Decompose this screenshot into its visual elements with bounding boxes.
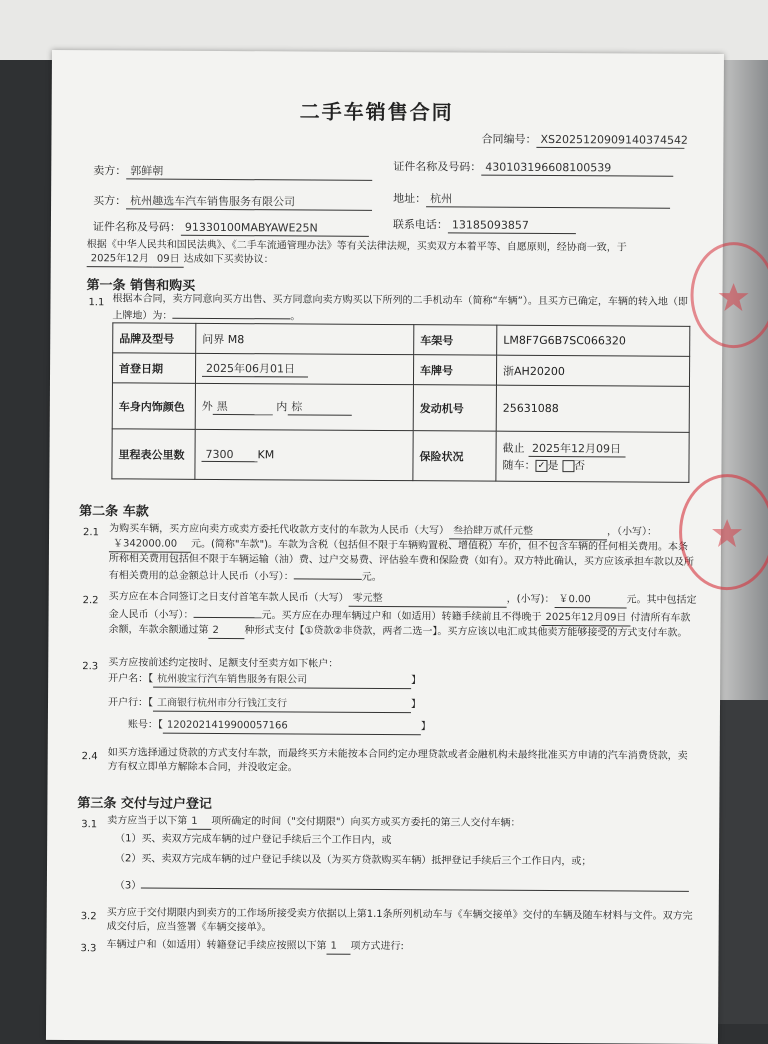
page-title: 二手车销售合同 [299,99,454,125]
article-3-heading: 第三条 交付与过户登记 [77,796,212,812]
delivery-option-3 [115,876,689,897]
first-reg-value: 2025年06月01日 [202,360,308,378]
contract-number [481,132,689,149]
deposit-amount: ￥0.00 [554,593,626,608]
phone-label: 联系电话： [392,218,448,232]
clause-2-2-number: 2.2 [82,595,99,607]
clause-2-1-text-d: 元。 [361,571,382,583]
clause-3-2-text: 买方应于交付期限内到卖方的工作场所接受卖方依据以上第1.1条所列机动车与《车辆交接单》交付的车辆及随车材料与文件。双方完成交付后，应当签署《车辆交接单》。 [106,907,693,934]
intro-paragraph [87,238,693,271]
yes-checkbox[interactable]: ✓ [535,460,547,472]
id-row [393,160,673,177]
payment-method: 2 [208,624,244,639]
plate-label: 车牌号 [413,355,496,386]
first-reg-cell [195,353,413,384]
clause-2-2-text-f: 种形式支付【①贷款②非贷款，两者二选一】。买方应该以电汇或其他卖方能够接受的方式支付车款。 [244,625,688,639]
clause-2-2-text-b: ，(小写)： [506,593,555,606]
clause-2-2-text-d: 元。买方应在办理车辆过户和（如适用）转籍手续前且不得晚于 [261,610,542,623]
article-2-heading: 第二条 车款 [79,504,149,520]
clause-3-1-text-b: 项所确定的时间（"交付期限"）向买方或买方委托的第三人交付车辆： [211,815,521,829]
contract-page [46,50,724,1044]
bank-label: 开户行：【 [107,697,154,709]
yes-label: 是 [547,458,559,473]
vehicle-table [111,322,690,483]
bracket-close: 】 [420,721,431,733]
engine-label: 发动机号 [413,385,496,432]
deposit-in-words: 零元整 [349,592,507,608]
delivery-option-3-label: （3） [114,880,142,892]
buyer-id-value: 91330100MABYAWE25N [181,221,369,237]
insurance-date: 2025年12月09日 [528,440,625,458]
bank-value: 工商银行杭州市分行钱江支行 [153,697,411,714]
clause-1-1-text: 根据本合同，卖方同意向买方出售、买方同意向卖方购买以下所列的二手机动车（简称“车辆”）。且买方已确定，车辆的转入地（即上牌地）为： [112,293,688,322]
delivery-option: 1 [187,815,211,830]
table-row [112,383,689,433]
clause-3-3-text-b: 项方式进行: [350,940,404,953]
color-outer-value: 黑 [213,398,273,415]
clause-2-2 [108,590,696,642]
account-name-row [108,672,421,689]
clause-1-1-end: 。 [290,311,301,323]
company-seal-bottom [679,474,768,591]
plate-value: 浙AH20200 [496,355,689,386]
clause-2-1-number: 2.1 [83,527,99,539]
intro-text: 根据《中华人民共和国民法典》、《二手车流通管理办法》等有关法律法规，买卖双方本着平等、自愿原则，经协商一致，于 [86,239,627,254]
buyer-value: 杭州趣选车汽车销售服务有限公司 [126,194,372,211]
delivery-option-2: （2）买、卖双方完成车辆的过户登记手续以及（为买方贷款购买车辆）抵押登记手续后三个工作日内，或； [115,853,592,868]
bracket-close: 】 [411,675,422,687]
seal-star-icon [682,477,768,588]
clause-3-3-number: 3.3 [80,943,97,955]
color-outer-prefix: 外 [201,399,213,413]
clause-2-4-number: 2.4 [81,751,98,763]
address-label: 地址： [393,192,427,206]
clause-2-1 [109,522,697,587]
clause-3-1 [107,814,695,833]
vin-value: LM8F7G6B7SC066320 [497,325,690,356]
mileage-unit: KM [257,447,275,461]
account-number-value: 1202021419900057166 [163,719,421,736]
clause-1-1 [112,292,694,327]
intro-text-end: 达成如下买卖协议： [183,253,274,266]
article-1-heading: 第一条 销售和购买 [86,278,196,294]
desk-background-dark [712,700,768,1024]
mileage-label: 里程表公里数 [112,429,195,480]
clause-3-1-number: 3.1 [81,819,98,831]
mileage-cell [195,429,413,480]
color-label: 车身内饰颜色 [112,383,195,430]
intro-date-day: 09日 [153,253,184,268]
id-label: 证件名称及号码： [393,160,482,174]
account-name-label: 开户名：【 [108,673,154,685]
buyer-row [93,194,372,211]
phone-value: 13185093857 [448,218,576,234]
account-number-row [128,718,431,735]
first-reg-label: 首登日期 [112,353,195,384]
table-row [112,429,689,483]
seal-star-icon [693,245,768,345]
seller-value: 郭鲜朝 [126,164,372,181]
phone-row [393,218,576,234]
insurance-until-label: 截止 [502,441,525,455]
id-value: 430103196608100539 [481,161,673,177]
clause-2-2-text-c: 元。其中包括定金人民币（小写）： [108,594,697,621]
clause-2-3-number: 2.3 [82,661,99,673]
clause-2-2-text-a: 买方应在本合同签订之日支付首笔车款人民币（大写） [108,591,349,604]
payment-deadline: 2025年12月09日 [541,611,630,627]
delivery-option-1: （1）买、卖双方完成车辆的过户登记手续后三个工作日内，或 [115,833,392,847]
bank-row [108,696,421,713]
color-inner-value: 棕 [287,398,351,415]
clause-2-1-text-a: 为购买车辆，买方应向卖方或卖方委托代收款方支付的车款为人民币（大写） [109,523,450,537]
color-inner-prefix: 内 [276,400,288,414]
clause-3-3-text-a: 车辆过户和（如适用）转籍登记手续应按照以下第 [106,939,327,952]
insurance-label: 保险状况 [413,431,496,482]
clause-1-1-number: 1.1 [88,297,105,309]
clause-3-3 [106,938,403,955]
transfer-option: 1 [326,940,350,955]
buyer-id-row [93,220,369,237]
seller-row [93,164,372,181]
contract-number-label: 合同编号： [481,132,537,146]
with-car-label: 随车： [502,458,536,472]
clause-2-1-text-c: 元。(简称"车款")。车款为含税（包括但不限于车辆购置税、增值税）车价，但不包含车辆的任何相关费用。本条所称相关费用包括但不限于车辆运输（油）费、过户交易费、评估验车费和保险费（如有）。双方特此确认，买方应该承担车款以及所有相关费用的总金额总计人民币（小写）： [108,538,694,583]
contract-number-value: XS2025120909140374542 [536,133,684,149]
table-row [112,353,689,387]
intro-date-month: 2025年12月 [87,252,153,267]
clause-2-2-text-e: 付清所有车款余额，车款余额通过第 [108,612,691,636]
no-checkbox[interactable] [562,460,574,472]
company-seal-top [690,242,768,349]
insurance-cell [496,431,689,482]
bracket-close: 】 [410,699,422,711]
clause-2-1-text-b: ，（小写）： [607,526,658,538]
account-name-value: 杭州骏宝行汽车销售服务有限公司 [153,673,411,690]
buyer-id-label: 证件名称及号码： [92,220,181,234]
no-label: 否 [573,459,586,473]
brand-label: 品牌及型号 [113,323,196,354]
price-in-words: 叁拾肆万贰仟元整 [449,524,607,540]
price-amount: ￥342000.00 [109,537,191,553]
vin-label: 车架号 [414,325,497,356]
clause-2-4-text: 如买方选择通过贷款的方式支付车款，而最终买方未能按本合同约定办理贷款或者金融机构未最终批准买方申请的汽车消费贷款，卖方有权立即单方解除本合同，并没收定金。 [107,747,688,774]
account-number-label: 账号：【 [127,719,163,731]
clause-3-1-text-a: 卖方应当于以下第 [107,815,188,827]
color-cell [195,383,413,430]
clause-3-2-number: 3.2 [80,911,97,923]
table-row [113,323,690,357]
seller-label: 卖方： [93,164,127,178]
address-value: 杭州 [426,192,670,208]
engine-value: 25631088 [496,385,689,432]
buyer-label: 买方： [93,194,127,208]
mileage-value: 7300 [201,447,257,461]
address-row [393,192,670,209]
clause-2-3-text: 买方应按前述约定按时、足额支付至卖方如下帐户： [108,657,339,670]
brand-value: 问界 M8 [196,323,414,354]
